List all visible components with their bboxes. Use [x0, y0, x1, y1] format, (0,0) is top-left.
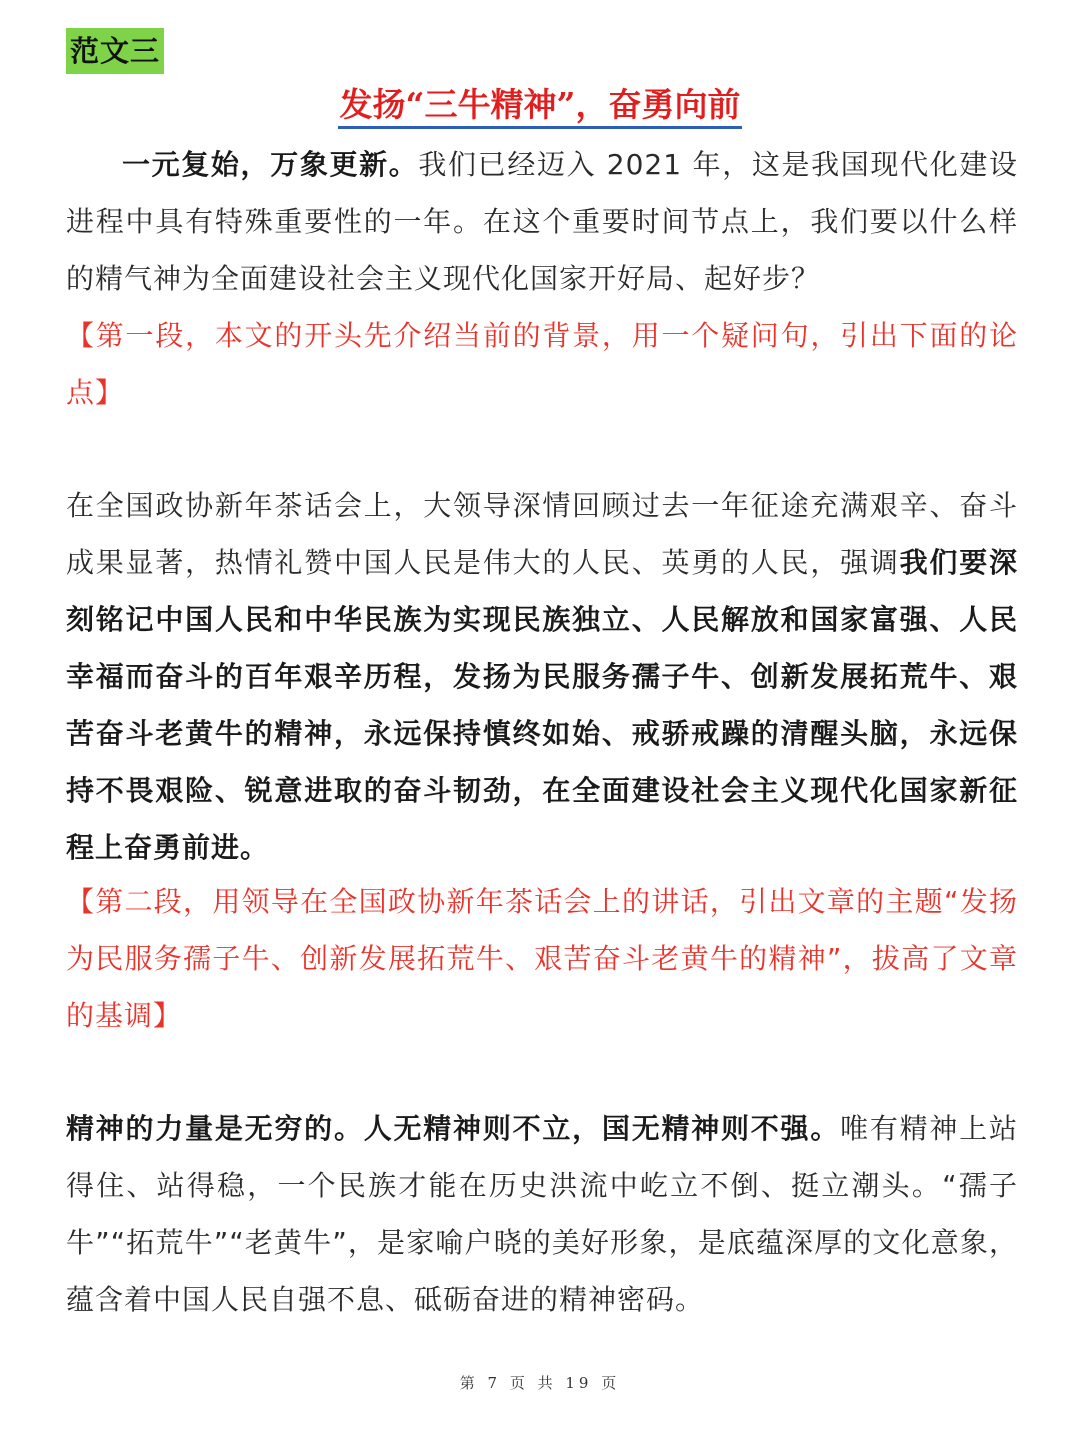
annotation-1: 【第一段，本文的开头先介绍当前的背景，用一个疑问句，引出下面的论点】 [66, 319, 1018, 409]
paragraph-1 [66, 136, 1018, 307]
paragraph-1-lead: 一元复始，万象更新。 [122, 148, 419, 181]
annotation-2: 【第二段，用领导在全国政协新年茶话会上的讲话，引出文章的主题“发扬为民服务孺子牛、创新发展拓荒牛、艰苦奋斗老黄牛的精神”，拔高了文章的基调】 [66, 885, 1018, 1032]
paragraph-2-emphasis: 我们要深刻铭记中国人民和中华民族为实现民族独立、人民解放和国家富强、人民幸福而奋斗的百年艰辛历程，发扬为民服务孺子牛、创新发展拓荒牛、艰苦奋斗老黄牛的精神，永远保持慎终如始、戒骄戒躁的清醒头脑，永远保持不畏艰险、锐意进取的奋斗韧劲，在全面建设社会主义现代化国家新征程上奋勇前进。 [66, 546, 1018, 864]
page-title [0, 80, 1080, 130]
title-text: 发扬“三牛精神”，奋勇向前 [338, 84, 743, 129]
paragraph-2 [66, 477, 1018, 876]
page-number: 第 7 页 共 19 页 [459, 1374, 621, 1392]
section-label: 范文三 [66, 28, 164, 74]
paragraph-2-body: 在全国政协新年茶话会上，大领导深情回顾过去一年征途充满艰辛、奋斗成果显著，热情礼赞中国人民是伟大的人民、英勇的人民，强调 [66, 489, 1018, 579]
paragraph-3-lead: 精神的力量是无穷的。人无精神则不立，国无精神则不强。 [66, 1112, 841, 1145]
paragraph-1-body: 我们已经迈入 2021 年，这是我国现代化建设进程中具有特殊重要性的一年。在这个重要时间节点上，我们要以什么样的精气神为全面建设社会主义现代化国家开好局、起好步？ [66, 148, 1018, 295]
paragraph-3 [66, 1100, 1018, 1328]
paragraph-3-body: 唯有精神上站得住、站得稳，一个民族才能在历史洪流中屹立不倒、挺立潮头。“孺子牛”“拓荒牛”“老黄牛”，是家喻户晓的美好形象，是底蕴深厚的文化意象，蕴含着中国人民自强不息、砥砺奋进的精神密码。 [66, 1112, 1018, 1316]
